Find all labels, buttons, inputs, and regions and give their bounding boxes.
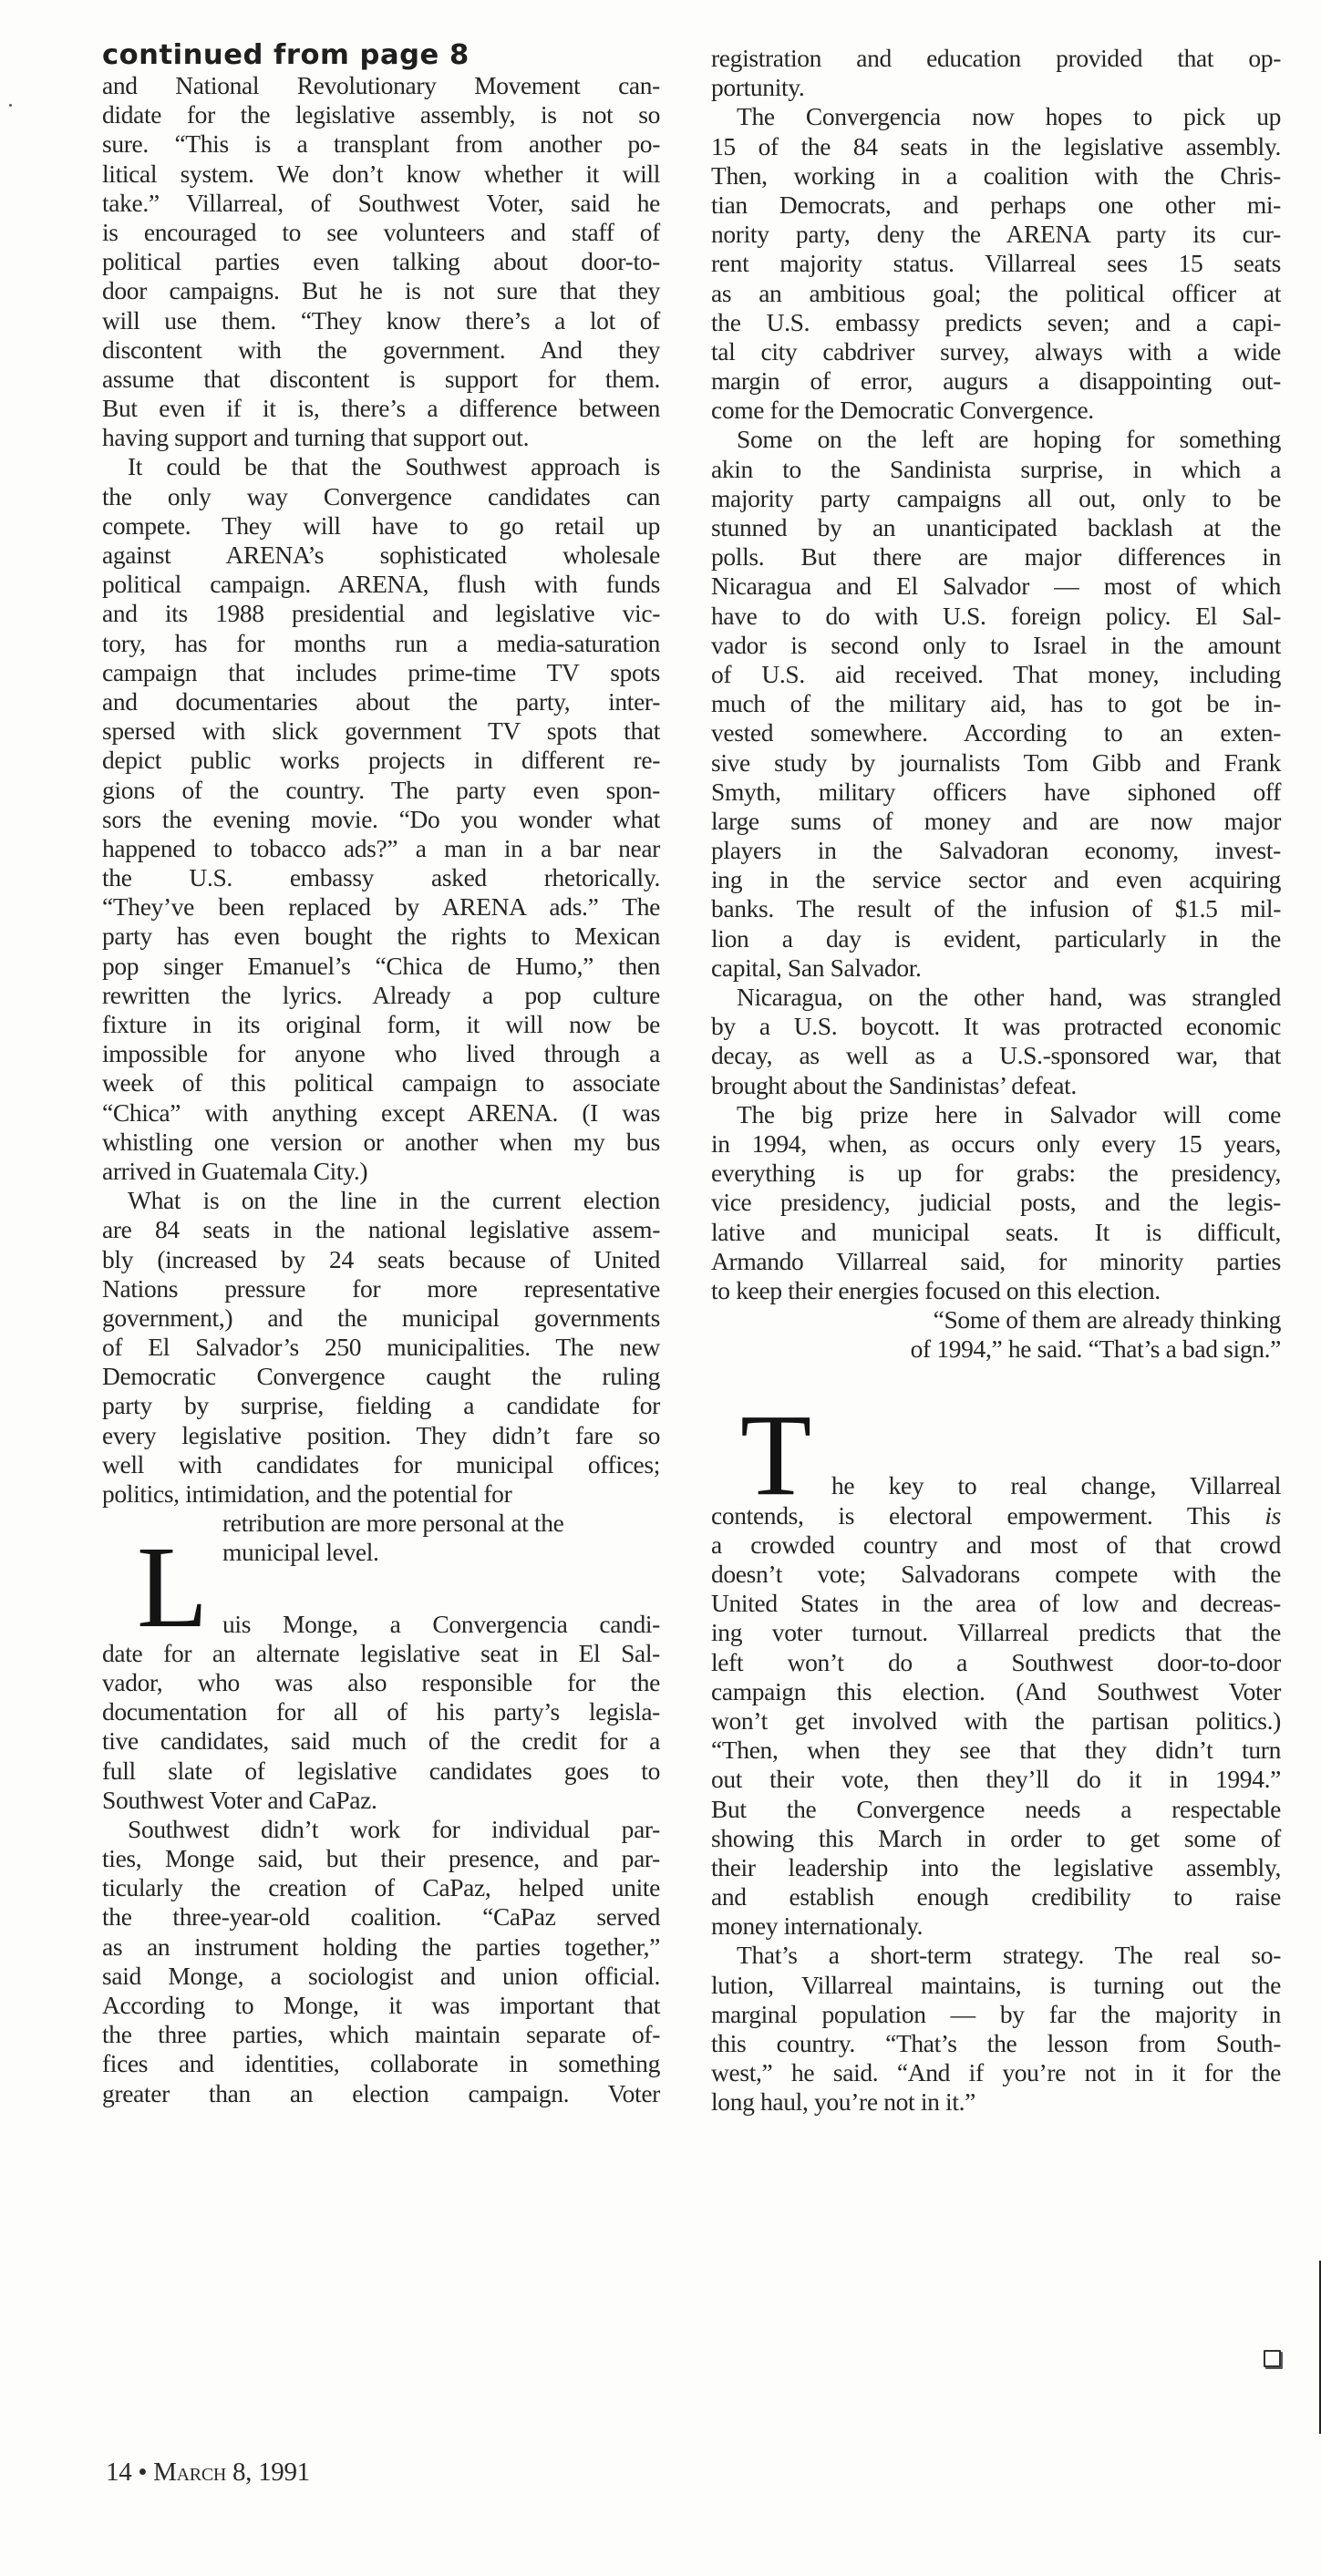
text-line: Armando Villarreal said, for minority parties: [711, 1246, 1281, 1275]
paragraph-registration: [711, 44, 1281, 102]
text-line: a crowded country and most of that crowd: [711, 1530, 1281, 1559]
text-line: nority party, deny the ARENA party its cur-: [711, 220, 1281, 249]
text-line: “They’ve been replaced by ARENA ads.” The: [102, 892, 660, 922]
paragraph-convergencia-hopes: [711, 102, 1281, 425]
text-line: their leadership into the legislative assembly,: [711, 1852, 1281, 1881]
text-line: having support and turning that support out.: [102, 423, 530, 452]
text-line: to keep their energies focused on this election.: [711, 1275, 1161, 1304]
text-line: Nations pressure for more representative: [102, 1273, 660, 1303]
text-line: door campaigns. But he is not sure that they: [102, 276, 660, 305]
text-line: According to Monge, it was important that: [102, 1991, 660, 2019]
issue-date: March 8, 1991: [153, 2458, 310, 2487]
text-line: doesn’t vote; Salvadorans compete with the: [711, 1560, 1281, 1588]
text-line: well with candidates for municipal offices;: [102, 1449, 660, 1479]
text-line: decay, as well as a U.S.-sponsored war, that: [711, 1041, 1281, 1070]
text-line: have to do with U.S. foreign policy. El Sal-: [711, 601, 1281, 630]
text-line: long haul, you’re not in it.”: [711, 2087, 976, 2117]
text-line: happened to tobacco ads?” a man in a bar near: [102, 833, 660, 862]
dropcap-first-line: uis Monge, a Convergencia candi-: [222, 1609, 660, 1638]
text-line: sure. “This is a transplant from another po-: [102, 129, 660, 159]
paragraph-on-the-line: [102, 1186, 660, 1509]
text-line: sors the evening movie. “Do you wonder what: [102, 804, 660, 833]
text-line: the three-year-old coalition. “CaPaz served: [102, 1902, 660, 1932]
text-line: lution, Villarreal maintains, is turning out the: [711, 1970, 1281, 1999]
scan-speck: [9, 104, 12, 107]
footer-bullet: •: [138, 2458, 148, 2487]
text-line: margin of error, augurs a disappointing out-: [711, 366, 1281, 396]
text-line: of 1994,” he said. “That’s a bad sign.”: [910, 1334, 1281, 1364]
text-line: gions of the country. The party even spon-: [102, 775, 660, 804]
text-line: won’t get involved with the partisan politics.): [711, 1705, 1281, 1735]
text-line: ticularly the creation of CaPaz, helped unite: [102, 1873, 660, 1902]
text-line: lion a day is evident, particularly in the: [711, 923, 1281, 953]
page-footer: [106, 2458, 310, 2488]
text-line: the U.S. embassy asked rhetorically.: [102, 863, 660, 892]
text-line: “Chica” with anything except ARENA. (I was: [102, 1097, 660, 1127]
text-line: political parties even talking about door-to-: [102, 247, 660, 276]
text-line: against ARENA’s sophisticated wholesale: [102, 541, 660, 569]
text-line: said Monge, a sociologist and union official.: [102, 1961, 660, 1990]
text-line: akin to the Sandinista surprise, in which a: [711, 454, 1281, 483]
text-line: That’s a short-term strategy. The real so-: [737, 1941, 1281, 1970]
paragraph-key-to-change: [711, 1501, 1281, 1942]
text-line: in 1994, when, as occurs only every 15 years,: [711, 1128, 1281, 1158]
text-line: Nicaragua and El Salvador — most of which: [711, 572, 1281, 601]
end-of-story-square-icon: [1264, 2350, 1281, 2367]
text-line: What is on the line in the current election: [128, 1186, 660, 1215]
text-line: Southwest Voter and CaPaz.: [102, 1785, 377, 1814]
text-line: impossible for anyone who lived through a: [102, 1039, 660, 1068]
dropcap-letter-t: T: [740, 1390, 812, 1520]
continued-from-kicker: continued from page 8: [102, 39, 470, 71]
paragraph-monge: [102, 1639, 660, 1815]
text-line: Some on the left are hoping for something: [737, 425, 1281, 454]
text-line: campaign that includes prime-time TV spots: [102, 657, 660, 686]
text-line: banks. The result of the infusion of $1.5 mil-: [711, 894, 1281, 923]
left-column: [102, 40, 660, 2108]
paragraph-big-prize: [711, 1100, 1281, 1305]
text-line: fixture in its original form, it will now be: [102, 1010, 660, 1038]
text-line: stunned by an unanticipated backlash at the: [711, 513, 1281, 541]
text-line: players in the Salvadoran economy, invest-: [711, 836, 1281, 865]
text-line: full slate of legislative candidates goes to: [102, 1756, 660, 1785]
text-line: vested somewhere. According to an exten-: [711, 718, 1281, 747]
text-line: the three parties, which maintain separate of-: [102, 2020, 660, 2049]
text-line: Southwest didn’t work for individual par-: [128, 1814, 660, 1843]
paragraph-sandinista-surprise: [711, 425, 1281, 983]
text-line: campaign this election. (And Southwest Voter: [711, 1676, 1281, 1705]
paragraph-capaz: [102, 1815, 660, 2108]
text-line: by a U.S. boycott. It was protracted economic: [711, 1012, 1281, 1041]
text-line: and National Revolutionary Movement can-: [102, 71, 660, 99]
text-line: as an instrument holding the parties together,”: [102, 1932, 660, 1961]
text-line: municipal level.: [222, 1538, 379, 1567]
text-line: much of the military aid, has to got be in-: [711, 689, 1281, 718]
text-line: are 84 seats in the national legislative assem-: [102, 1215, 660, 1244]
text-line: Nicaragua, on the other hand, was strangled: [737, 983, 1281, 1011]
text-line: Democratic Convergence caught the ruling: [102, 1362, 660, 1391]
text-line: date for an alternate legislative seat in El Sal-: [102, 1638, 660, 1667]
pull-quote-1994: [711, 1305, 1281, 1364]
text-line: greater than an election campaign. Voter: [102, 2078, 660, 2107]
text-line: this country. “That’s the lesson from South-: [711, 2029, 1281, 2057]
text-line: litical system. We don’t know whether it will: [102, 159, 660, 188]
text-line: “Some of them are already thinking: [933, 1305, 1281, 1334]
text-line: will use them. “They know there’s a lot of: [102, 305, 660, 335]
text-line: of U.S. aid received. That money, including: [711, 659, 1281, 688]
text-line: rent majority status. Villarreal sees 15 seats: [711, 249, 1281, 278]
text-line: spersed with slick government TV spots that: [102, 716, 660, 746]
text-line: The Convergencia now hopes to pick up: [737, 102, 1281, 131]
dropcap-first-line: he key to real change, Villarreal: [831, 1471, 1281, 1500]
text-line: and documentaries about the party, inter-: [102, 686, 660, 716]
text-line: ing voter turnout. Villarreal predicts that the: [711, 1618, 1281, 1647]
text-line: left won’t do a Southwest door-to-door: [711, 1647, 1281, 1676]
text-line: come for the Democratic Convergence.: [711, 396, 1094, 425]
text-line: assume that discontent is support for them.: [102, 364, 660, 393]
text-line: tive candidates, said much of the credit for a: [102, 1726, 660, 1756]
text-line: But even if it is, there’s a difference between: [102, 394, 660, 423]
text-line: as an ambitious goal; the political officer at: [711, 278, 1281, 307]
paragraph-short-term-strategy: [711, 1941, 1281, 2117]
text-line: whistling one version or another when my bus: [102, 1127, 660, 1156]
text-line: take.” Villarreal, of Southwest Voter, said he: [102, 188, 660, 217]
text-line: lative and municipal seats. It is difficult,: [711, 1217, 1281, 1246]
text-line: the U.S. embassy predicts seven; and a capi-: [711, 307, 1281, 336]
text-line: United States in the area of low and decreas-: [711, 1589, 1281, 1618]
text-line: money internationaly.: [711, 1911, 924, 1941]
paragraph-continued: [102, 71, 660, 452]
text-line: capital, San Salvador.: [711, 953, 922, 982]
paragraph-southwest-approach: [102, 452, 660, 1186]
text-line: portunity.: [711, 73, 805, 102]
text-line: bly (increased by 24 seats because of United: [102, 1244, 660, 1273]
text-line: depict public works projects in different re-: [102, 746, 660, 775]
text-line: The big prize here in Salvador will come: [737, 1099, 1281, 1128]
text-line: vice presidency, judicial posts, and the legis-: [711, 1188, 1281, 1217]
text-line: tal city cabdriver survey, always with a wide: [711, 336, 1281, 366]
text-line: large sums of money and are now major: [711, 806, 1281, 835]
text-line: every legislative position. They didn’t fare so: [102, 1420, 660, 1449]
text-line: party by surprise, fielding a candidate for: [102, 1391, 660, 1420]
text-line: party has even bought the rights to Mexican: [102, 922, 660, 951]
dropcap-letter-l: L: [137, 1522, 209, 1653]
text-line: compete. They will have to go retail up: [102, 510, 660, 540]
right-column: [711, 44, 1281, 2117]
text-line: pop singer Emanuel’s “Chica de Humo,” then: [102, 951, 660, 980]
text-line: ing in the service sector and even acquiring: [711, 865, 1281, 894]
text-line: political campaign. ARENA, flush with funds: [102, 570, 660, 599]
text-line: government,) and the municipal governments: [102, 1303, 660, 1332]
text-line: polls. But there are major differences in: [711, 542, 1281, 572]
text-line: majority party campaigns all out, only to be: [711, 483, 1281, 512]
text-line: sive study by journalists Tom Gibb and Frank: [711, 747, 1281, 777]
text-line: vador is second only to Israel in the amount: [711, 630, 1281, 659]
text-line: retribution are more personal at the: [222, 1509, 564, 1538]
paragraph-nicaragua: [711, 983, 1281, 1100]
text-line: rewritten the lyrics. Already a pop culture: [102, 980, 660, 1009]
text-line: marginal population — by far the majority in: [711, 1999, 1281, 2028]
text-line: registration and education provided that op-: [711, 44, 1281, 72]
text-line: It could be that the Southwest approach is: [128, 452, 660, 481]
text-line: But the Convergence needs a respectable: [711, 1794, 1281, 1823]
text-line: Smyth, military officers have siphoned off: [711, 777, 1281, 806]
text-line: didate for the legislative assembly, is not so: [102, 100, 660, 129]
text-line: Then, working in a coalition with the Chris-: [711, 160, 1281, 190]
emphasis: is: [1264, 1500, 1281, 1530]
text-line: fices and identities, collaborate in something: [102, 2049, 660, 2078]
text-line: politics, intimidation, and the potential for: [102, 1479, 512, 1508]
text-line: tian Democrats, and perhaps one other mi-: [711, 190, 1281, 219]
text-line: week of this political campaign to associate: [102, 1068, 660, 1097]
text-line: “Then, when they see that they didn’t turn: [711, 1736, 1281, 1765]
text-line: west,” he said. “And if you’re not in it for the: [711, 2058, 1281, 2087]
text-line: showing this March in order to get some of: [711, 1823, 1281, 1852]
text-line: and establish enough credibility to raise: [711, 1882, 1281, 1911]
text-line: vador, who was also responsible for the: [102, 1667, 660, 1696]
text-line: is encouraged to see volunteers and staff of: [102, 217, 660, 246]
page-number: 14: [106, 2458, 132, 2487]
text-line: ties, Monge said, but their presence, and par-: [102, 1844, 660, 1873]
text-line: 15 of the 84 seats in the legislative assembly.: [711, 131, 1281, 160]
text-line: tory, has for months run a media-saturation: [102, 628, 660, 657]
text-line: out their vote, then they’ll do it in 1994.”: [711, 1765, 1281, 1794]
text-line: everything is up for grabs: the presidency,: [711, 1159, 1281, 1188]
text-line: of El Salvador’s 250 municipalities. The new: [102, 1333, 660, 1362]
text-line: and its 1988 presidential and legislative vic-: [102, 599, 660, 628]
text-line: documentation for all of his party’s legisla-: [102, 1697, 660, 1726]
text-line: brought about the Sandinistas’ defeat.: [711, 1070, 1077, 1099]
text-line: discontent with the government. And they: [102, 335, 660, 364]
text-line: the only way Convergence candidates can: [102, 481, 660, 510]
text-line: contends, is electoral empowerment. This is: [711, 1500, 1281, 1530]
text-line: arrived in Guatemala City.): [102, 1156, 368, 1185]
